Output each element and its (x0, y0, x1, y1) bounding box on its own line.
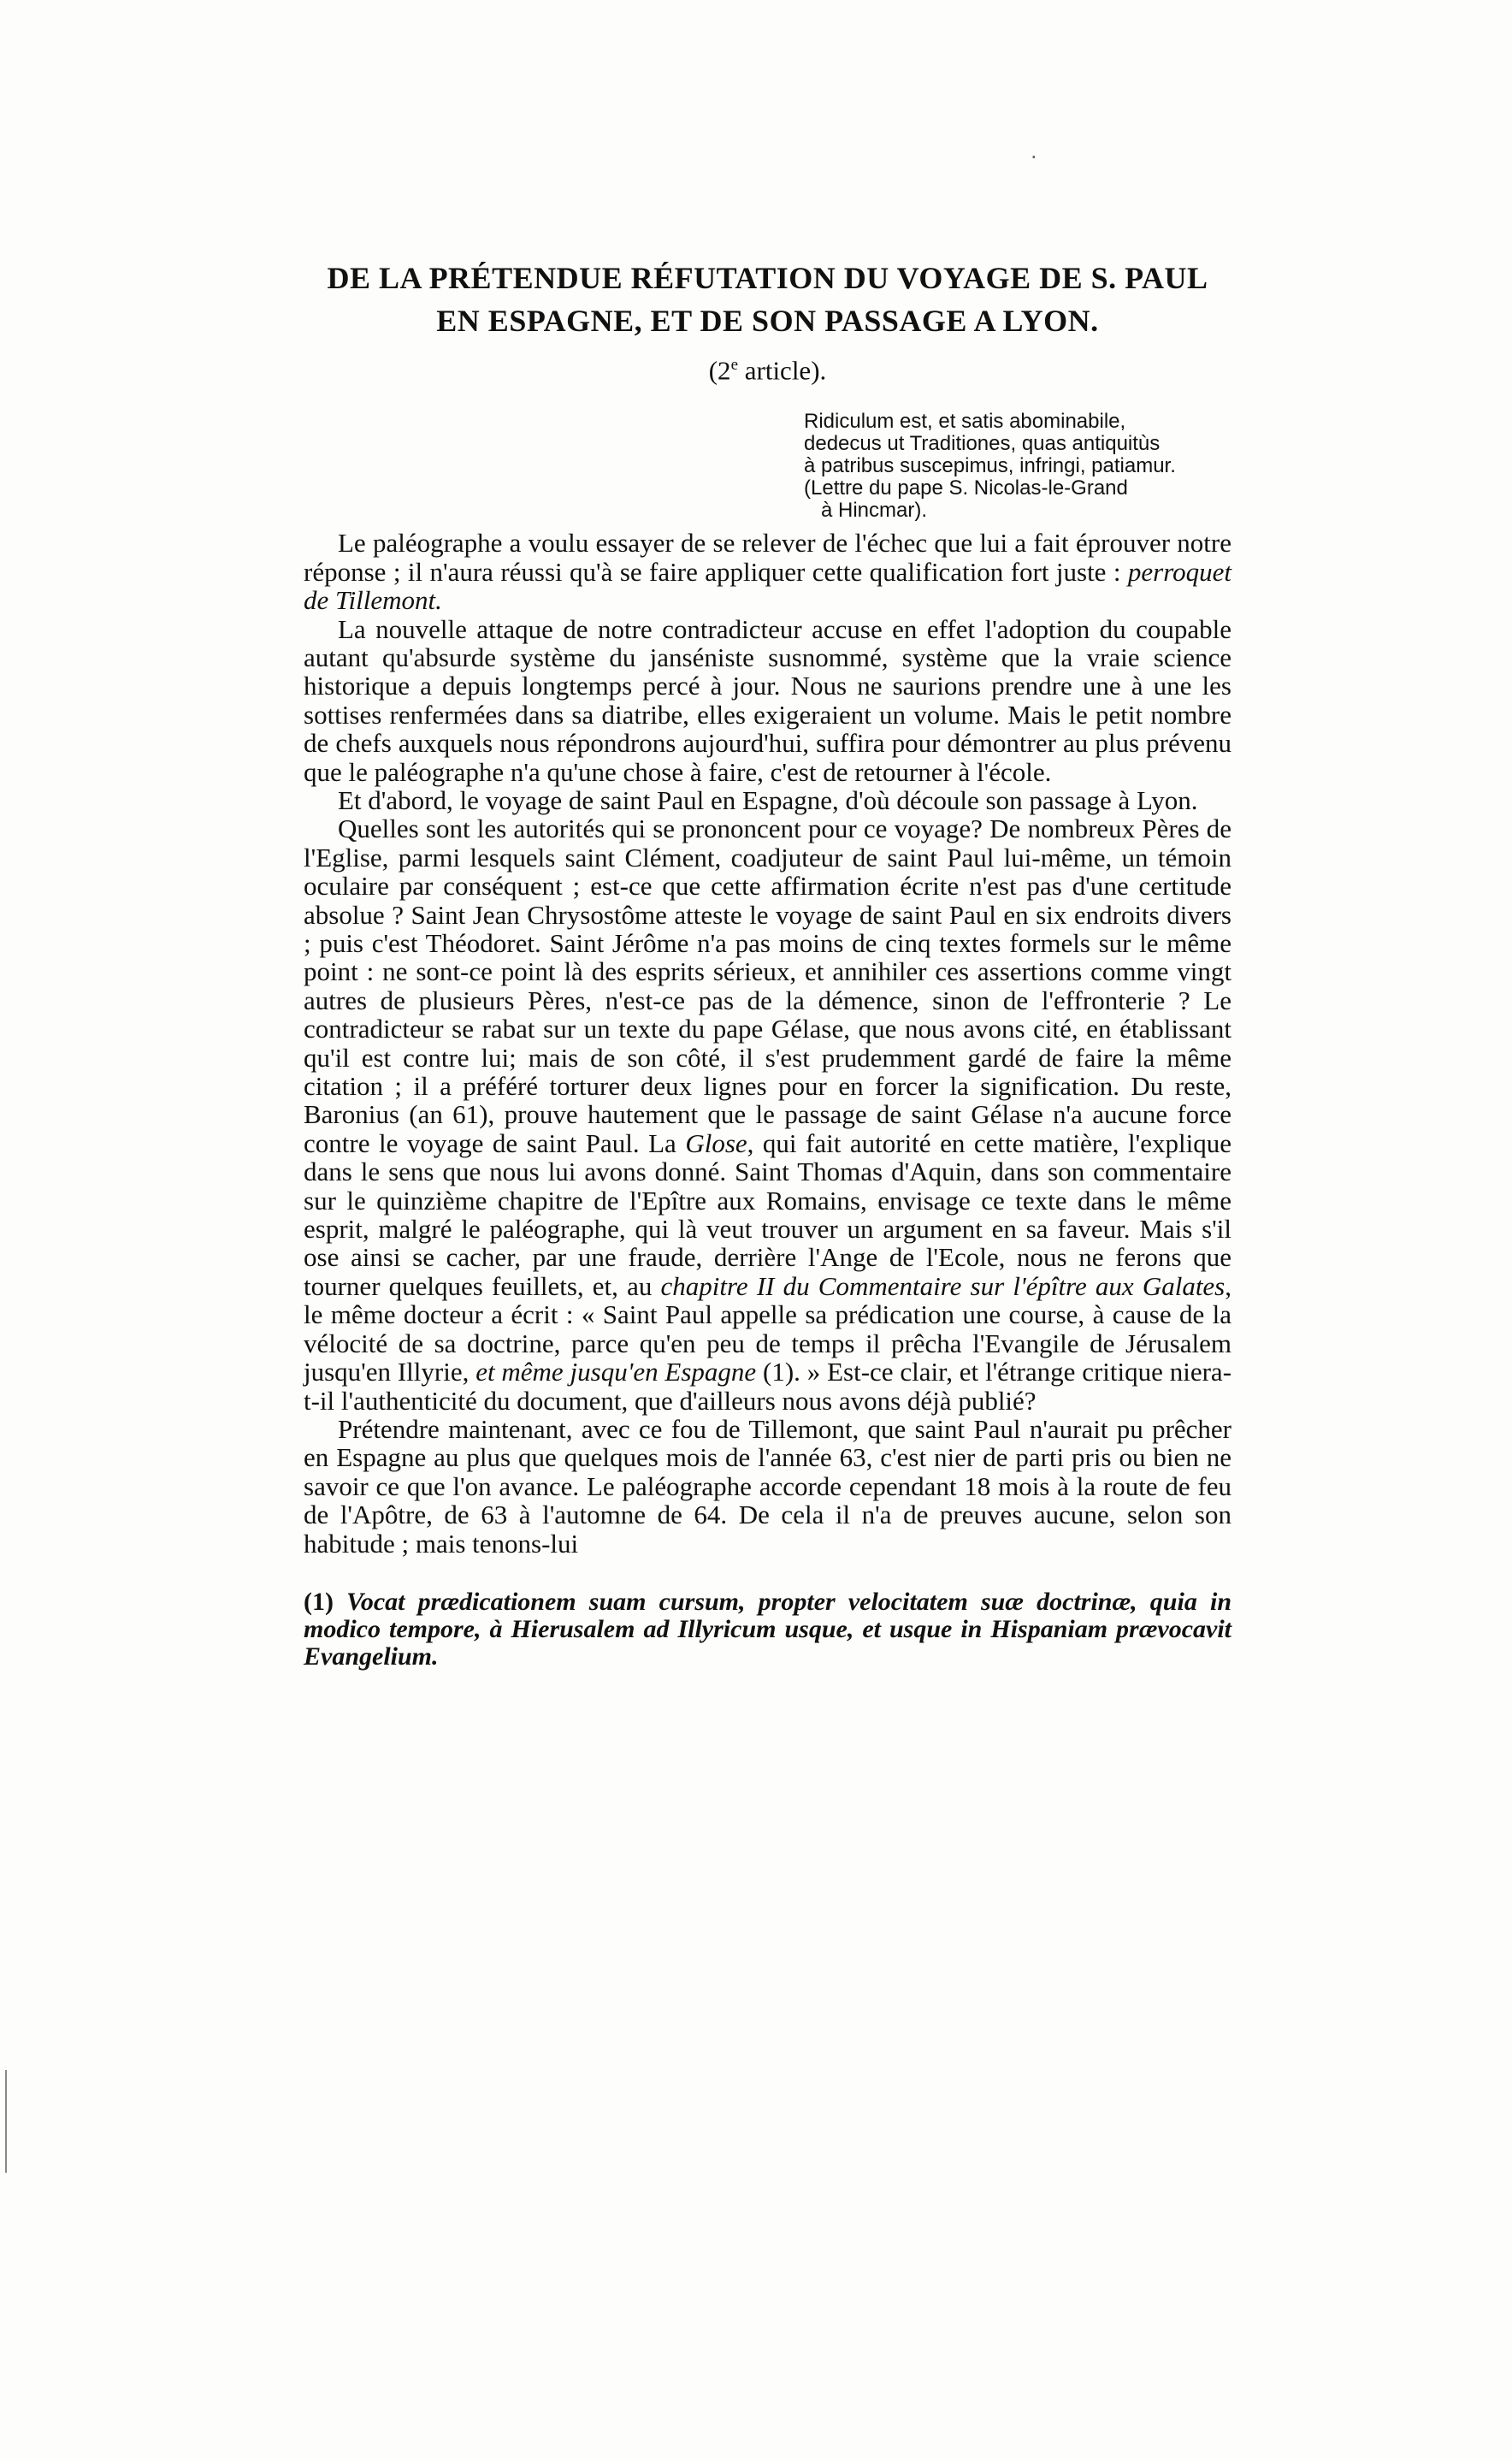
paragraph-text: Quelles sont les autorités qui se prononcent pour ce voyage? De nombreux Pères de l'Eglise, parmi lesquels saint Clément, coadjuteur de saint Paul lui-même, un témoin oculaire par conséquent ; est-ce que cette affirmation écrite n'est pas d'une certitude absolue ? Saint Jean Chrysostôme atteste le voyage de saint Paul en six endroits divers ; puis c'est Théodoret. Saint Jérôme n'a pas moins de cinq textes formels sur le même point : ne sont-ce point là des esprits sérieux, et annihiler ces assertions comme vingt autres de plusieurs Pères, n'est-ce pas de la démence, sinon de l'effronterie ? Le contradicteur se rabat sur un texte du pape Gélase, que nous avons cité, en établissant qu'il est contre lui; mais de son côté, il s'est prudemment gardé de faire la même citation ; il a préféré torturer deux lignes pour en forcer la signification. Du reste, Baronius (an 61), prouve hautement que le passage de saint Gélase n'a aucune force contre le voyage de saint Paul. La (304, 813, 1231, 1158)
scan-speck: · (1031, 145, 1037, 169)
footnote (304, 1588, 1231, 1671)
paragraph-text: (1). » Est-ce clair, et l'étrange critique niera-t-il l'authenticité du document, que d'ailleurs nous avons déjà publié? (304, 1357, 1232, 1416)
document-page (304, 257, 1231, 1671)
subtitle-sup: e (730, 356, 738, 374)
paragraph-text: Le paléographe a voulu essayer de se relever de l'échec que lui a fait éprouver notre réponse ; il n'aura réussi qu'à se faire appliquer cette qualification fort juste : (304, 528, 1231, 587)
title-line-2: EN ESPAGNE, ET DE SON PASSAGE A LYON. (436, 304, 1099, 338)
emphasis: et même jusqu'en Espagne (475, 1357, 757, 1387)
epigraph-line: à patribus suscepimus, infringi, patiamur. (804, 454, 1176, 478)
article-body (304, 529, 1231, 1558)
emphasis: perroquet de Tillemont. (304, 556, 1231, 616)
paragraph-1 (304, 529, 1231, 614)
subtitle-post: article). (738, 355, 827, 386)
paragraph-2: La nouvelle attaque de notre contradicteur accuse en effet l'adoption du coupable autant qu'absurde système du janséniste susnommé, système que la vraie science historique a depuis longtemps percé à jour. Nous ne saurions prendre une à une les sottises renfermées dans sa diatribe, elles exigeraient un volume. Mais le petit nombre de chefs auxquels nous répondrons aujourd'hui, suffira pour démontrer au plus prévenu que le paléographe n'a qu'une chose à faire, c'est de retourner à l'école. (304, 613, 1231, 787)
epigraph (804, 411, 1231, 522)
epigraph-attribution: à Hincmar). (821, 499, 928, 523)
subtitle-pre: (2 (708, 355, 731, 386)
paragraph-text: , qui fait autorité en cette matière, l'explique dans le sens que nous lui avons donné. Saint Thomas d'Aquin, dans son commentaire sur le quinzième chapitre de l'Epître aux Romains, envisage ce texte dans le même esprit, malgré le paléographe, qui là veut trouver un argument en sa faveur. Mais s'il ose ainsi se cacher, par une fraude, derrière l'Ange de l'Ecole, nous ne ferons que tourner quelques feuillets, et, au (304, 1127, 1232, 1301)
title-line-1: DE LA PRÉTENDUE RÉFUTATION DU VOYAGE DE S. PAUL (327, 261, 1208, 295)
epigraph-line: dedecus ut Traditiones, quas antiquitùs (804, 432, 1161, 456)
emphasis: Glose (685, 1127, 747, 1158)
footnote-text: Vocat prædicationem suam cursum, propter velocitatem suæ doctrinæ, quia in modico tempore, à Hierusalem ad Illyricum usque, et usque in Hispaniam prævocavit Evangelium. (304, 1587, 1231, 1671)
emphasis: chapitre II du Commentaire sur l'épître aux Galates (660, 1270, 1226, 1301)
paragraph-text: , le même docteur a écrit : « Saint Paul appelle sa prédication une course, à cause de la vélocité de sa doctrine, parce qu'en peu de temps il prêcha l'Evangile de Jérusalem jusqu'en Illyrie, (304, 1270, 1231, 1387)
subtitle (304, 346, 1231, 390)
footnote-number: (1) (304, 1587, 334, 1616)
paragraph-3: Et d'abord, le voyage de saint Paul en Espagne, d'où découle son passage à Lyon. (338, 784, 1198, 815)
scan-margin-rule (5, 2070, 7, 2173)
paragraph-5: Prétendre maintenant, avec ce fou de Tillemont, que saint Paul n'aurait pu prêcher en Espagne au plus que quelques mois de l'année 63, c'est nier de parti pris ou bien ne savoir ce que l'on avance. Le paléographe accorde cependant 18 mois à la route de feu de l'Apôtre, de 63 à l'automne de 64. De cela il n'a de preuves aucune, selon son habitude ; mais tenons-lui (304, 1413, 1231, 1559)
paragraph-4 (304, 814, 1231, 1415)
epigraph-attribution: (Lettre du pape S. Nicolas-le-Grand (804, 476, 1128, 500)
epigraph-line: Ridiculum est, et satis abominabile, (804, 410, 1126, 434)
